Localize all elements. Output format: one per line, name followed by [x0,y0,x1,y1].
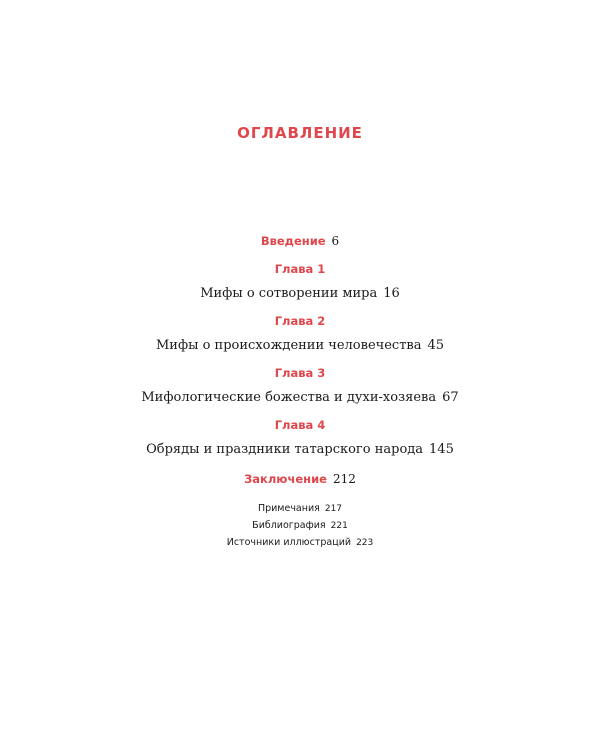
chapter-heading-3: Глава 3 [274,366,326,380]
toc-page-number: 6 [331,234,340,248]
toc-page-number: 67 [442,390,459,405]
toc-page-number: 145 [429,442,454,457]
page-title: ОГЛАВЛЕНИЕ [237,124,363,142]
toc-entry-bibliography[interactable] [0,520,600,531]
toc-page-number: 223 [356,538,374,548]
toc-entry-notes[interactable] [0,503,600,514]
toc-page-number: 45 [427,338,445,353]
toc-entry-label: Примечания [257,503,320,514]
toc-entry-chapter-4[interactable] [0,442,600,457]
chapter-heading-4: Глава 4 [274,418,326,432]
toc-entry-chapter-3[interactable] [0,390,600,405]
toc-entry-chapter-2[interactable] [0,338,600,353]
toc-entry-title: Мифы о сотворении мира [200,286,378,301]
chapter-heading-2: Глава 2 [274,314,326,328]
toc-page-number: 217 [324,504,343,514]
toc-entry-title: Мифологические божества и духи-хозяева [141,390,437,405]
toc-entry-label: Источники иллюстраций [226,537,352,548]
toc-entry-label: Библиография [252,520,326,531]
toc-page-number: 16 [383,286,400,301]
chapter-heading-1: Глава 1 [274,262,326,276]
toc-entry-conclusion[interactable] [0,472,600,486]
toc-entry-label: Введение [260,234,326,248]
toc-page-number: 221 [330,521,348,531]
toc-entry-label: Заключение [244,472,327,486]
toc-entry-intro[interactable] [0,234,600,248]
toc-entry-illustration-sources[interactable] [0,537,600,548]
toc-entry-title: Мифы о происхождении человечества [155,338,422,353]
toc-entry-title: Обряды и праздники татарского народа [146,442,424,457]
toc-entry-chapter-1[interactable] [0,286,600,301]
toc-page-number: 212 [332,472,356,486]
